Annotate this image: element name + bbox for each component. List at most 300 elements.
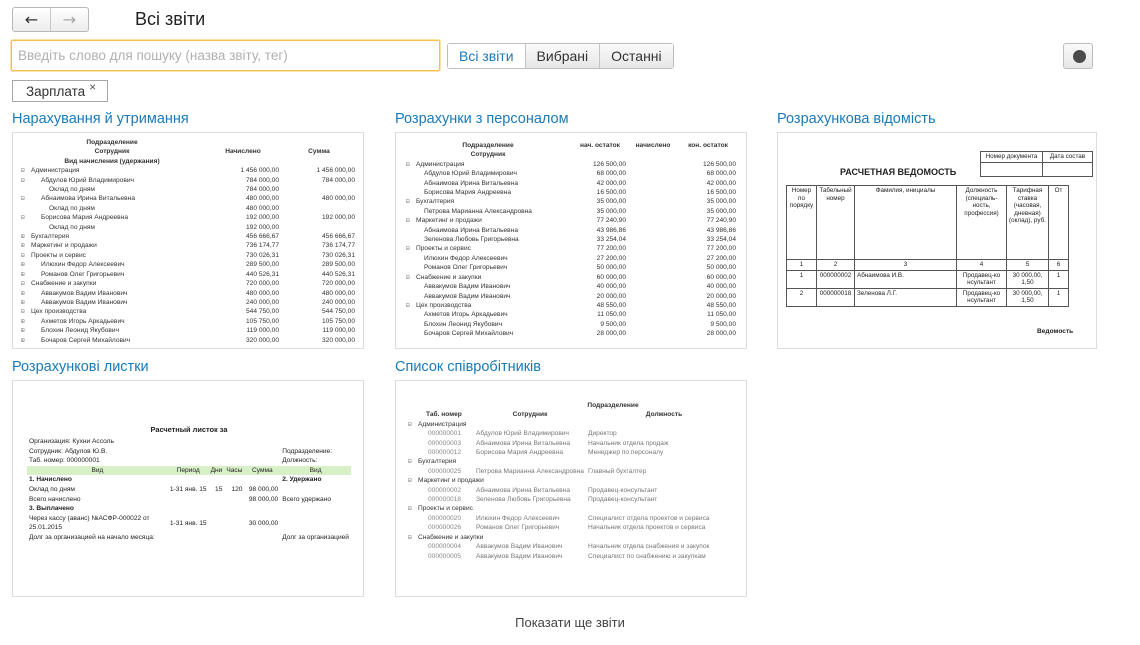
row-sum: 240 000,00 <box>321 298 355 306</box>
row-accrued: 784 000,00 <box>245 186 279 194</box>
row-position: Начальник отдела проектов и сервиса <box>588 524 706 532</box>
payslip-debt-left: Долг за организацией на начало месяца: <box>29 533 155 541</box>
col-employee: Сотрудник <box>470 151 506 159</box>
table-row <box>404 160 738 169</box>
row-accrued: 480 000,00 <box>245 195 279 203</box>
row-label: Блохин Леонид Якубович <box>41 327 120 335</box>
row-label: Бухгалтерия <box>416 198 455 206</box>
row-start-balance: 33 254,04 <box>596 236 626 244</box>
row-start-balance: 77 200,00 <box>596 245 626 253</box>
row-start-balance: 35 000,00 <box>596 198 626 206</box>
tree-toggle-icon: ⊟ <box>406 273 410 281</box>
show-more-reports-link[interactable]: Показати ще звіти <box>515 615 625 630</box>
statement-col-number: 6 <box>1049 260 1069 271</box>
table-row <box>406 476 742 485</box>
table-row <box>19 307 357 316</box>
table-row <box>19 176 357 185</box>
row-position: Главный бухгалтер <box>588 467 647 475</box>
col-position: Должность <box>645 411 683 419</box>
statement-cell: 1 <box>1049 270 1069 288</box>
row-tab-number: 000000018 <box>428 496 462 504</box>
row-start-balance: 68 000,00 <box>596 170 626 178</box>
row-sum: 440 526,31 <box>321 270 355 278</box>
table-row <box>404 188 738 197</box>
row-sum: 456 666,67 <box>321 233 355 241</box>
statement-cell: 30 000,00, 1,50 <box>1007 270 1049 288</box>
row-accrued: 480 000,00 <box>245 289 279 297</box>
row-end-balance: 42 000,00 <box>706 179 736 187</box>
row-start-balance: 43 986,86 <box>596 226 626 234</box>
row-start-balance: 16 500,00 <box>596 189 626 197</box>
table-row <box>404 216 738 225</box>
statement-table <box>786 185 1069 307</box>
tree-toggle-icon <box>404 282 414 291</box>
tree-toggle-icon <box>404 188 414 197</box>
row-end-balance: 11 050,00 <box>707 311 736 319</box>
table-row <box>404 244 738 253</box>
table-row <box>406 429 742 438</box>
row-position: Директор <box>588 430 617 438</box>
table-row <box>19 260 357 269</box>
payslip-tab: Таб. номер: 000000001 <box>29 457 100 465</box>
table-row <box>404 273 738 282</box>
row-end-balance: 126 500,00 <box>702 160 736 168</box>
report-filter-tabs <box>447 43 674 69</box>
payslip-paid-sum: 30 000,00 <box>248 519 279 527</box>
tab-favorites[interactable]: Вибрані <box>525 44 600 68</box>
tree-toggle-icon: ⊟ <box>21 308 25 316</box>
col-accrued: Начислено <box>225 148 261 156</box>
row-label: Оклад по дням <box>49 186 95 194</box>
payslip-cell: 98 000,00 <box>248 485 279 493</box>
tree-toggle-icon: ⊟ <box>406 301 410 309</box>
row-end-balance: 16 500,00 <box>706 189 736 197</box>
row-accrued: 240 000,00 <box>245 298 279 306</box>
tree-toggle-icon: ⊟ <box>21 251 25 259</box>
statement-cell: 000000018 <box>817 288 855 306</box>
row-employee: Абнаимова Ирина Витальевна <box>476 486 570 494</box>
tree-toggle-icon <box>404 292 414 301</box>
col-tab-number: Таб. номер <box>426 411 462 419</box>
row-end-balance: 48 550,00 <box>706 301 736 309</box>
table-row <box>19 204 357 213</box>
col-group: Подразделение <box>86 139 138 146</box>
table-row <box>19 185 357 194</box>
row-sum <box>281 185 357 194</box>
report-title-statement[interactable]: Розрахункова відомість <box>777 111 936 127</box>
row-end-balance: 40 000,00 <box>706 283 736 291</box>
payslip-cell: Оклад по дням <box>29 485 75 493</box>
settlements-preview <box>404 141 738 339</box>
row-start-balance: 27 200,00 <box>596 254 626 262</box>
row-label: Маркетинг и продажи <box>31 242 97 250</box>
row-accrued: 192 000,00 <box>245 223 279 231</box>
payslip-col-header: Сумма <box>244 466 280 476</box>
tree-toggle-icon <box>19 204 29 213</box>
statement-cell: 2 <box>787 288 817 306</box>
search-input[interactable] <box>11 40 440 71</box>
row-label: Абдулов Юрий Владимирович <box>41 176 134 184</box>
table-row <box>404 301 738 310</box>
row-position: Менеджер по персоналу <box>588 449 664 457</box>
tree-toggle-icon: ⊟ <box>406 245 410 253</box>
table-row <box>19 241 357 250</box>
row-end-balance: 28 000,00 <box>706 330 736 338</box>
row-label: Абдулов Юрий Владимирович <box>424 170 517 178</box>
col-employee: Сотрудник <box>512 411 548 419</box>
payslip-col-header: Вид <box>27 466 168 476</box>
payslip-col-header: Часы <box>226 466 243 474</box>
table-row <box>19 336 357 345</box>
table-row <box>404 179 738 188</box>
row-sum: 736 174,77 <box>321 242 355 250</box>
row-label: Борисова Мария Андреевна <box>41 214 128 222</box>
table-row <box>404 320 738 329</box>
table-row <box>406 486 742 495</box>
row-employee: Борисова Мария Андреевна <box>476 449 563 457</box>
row-start-balance: 50 000,00 <box>596 264 626 272</box>
tree-toggle-icon[interactable]: ⊟ <box>408 458 412 466</box>
report-thumbnail-accruals[interactable] <box>12 132 364 349</box>
payslip-col-header: Период <box>168 466 209 476</box>
row-start-balance: 48 550,00 <box>596 301 626 309</box>
row-tab-number: 000000003 <box>428 439 462 447</box>
table-row <box>406 542 742 551</box>
table-row <box>406 533 742 542</box>
payslip-cell: 15 <box>215 485 223 493</box>
row-label: Ахметов Игорь Аркадьевич <box>41 317 125 325</box>
row-position: Продавец-консультант <box>588 496 658 504</box>
toggle-dot-icon <box>1073 50 1086 63</box>
tree-toggle-icon: ⊟ <box>406 217 410 225</box>
group-label: Бухгалтерия <box>418 458 457 466</box>
table-row <box>19 317 357 326</box>
row-label: Администрация <box>31 167 80 175</box>
report-title-employees[interactable]: Список співробітників <box>395 359 541 375</box>
row-tab-number: 000000025 <box>428 467 462 475</box>
payslip-section-withheld: 2. Удержано <box>282 476 322 484</box>
table-row <box>19 251 357 260</box>
table-row <box>19 289 357 298</box>
table-row <box>19 194 357 203</box>
tree-toggle-icon: ⊟ <box>21 167 25 175</box>
row-label: Абнаимова Ирина Витальевна <box>424 179 518 187</box>
report-title-accruals[interactable]: Нарахування й утримання <box>12 111 189 127</box>
tag-filter-salary[interactable] <box>12 80 108 102</box>
row-sum: 105 750,00 <box>321 317 355 325</box>
tree-toggle-icon: ⊟ <box>406 160 410 168</box>
row-start-balance: 126 500,00 <box>592 160 626 168</box>
table-row <box>404 226 738 235</box>
row-label: Бухгалтерия <box>31 233 70 241</box>
row-tab-number: 000000005 <box>428 552 462 560</box>
row-sum: 289 500,00 <box>321 261 355 269</box>
tree-toggle-icon[interactable]: ⊟ <box>408 505 412 513</box>
employees-rows <box>406 420 742 561</box>
row-end-balance: 20 000,00 <box>706 292 736 300</box>
statement-col-header: Тарифная ставка (часовая, дневная) (оклад), руб. <box>1007 186 1049 260</box>
tag-label: Зарплата <box>26 83 86 99</box>
table-row <box>404 197 738 206</box>
table-row <box>406 420 742 429</box>
row-label: Петрова Марианна Александровна <box>424 207 532 215</box>
view-toggle-button[interactable] <box>1063 43 1093 69</box>
row-end-balance: 9 500,00 <box>710 320 736 328</box>
row-label: Проекты и сервис <box>31 251 86 259</box>
row-sum <box>281 223 357 232</box>
row-accrued: 119 000,00 <box>246 327 279 335</box>
row-employee: Абдулов Юрий Владимирович <box>476 430 569 438</box>
row-label: Аввакумов Вадим Иванович <box>424 292 511 300</box>
payslip-section-paid: 3. Выплачено <box>29 505 74 513</box>
row-tab-number: 000000020 <box>428 514 462 522</box>
statement-heading: РАСЧЕТНАЯ ВЕДОМОСТЬ <box>840 167 957 177</box>
statement-col-number: 5 <box>1007 260 1049 271</box>
tree-toggle-icon[interactable]: ⊟ <box>408 477 412 485</box>
statement-doc-header <box>980 151 1093 177</box>
row-position: Продавец-консультант <box>588 486 658 494</box>
table-row <box>19 270 357 279</box>
row-label: Абнаимова Ирина Витальевна <box>424 226 518 234</box>
report-thumbnail-employees[interactable] <box>395 380 747 597</box>
table-row <box>404 263 738 272</box>
row-employee: Абнаимова Ирина Витальевна <box>476 439 570 447</box>
payslip-dept: Подразделение: <box>282 447 333 455</box>
tree-toggle-icon: ⊞ <box>21 298 25 306</box>
tab-recent[interactable]: Останні <box>599 44 673 68</box>
row-sum <box>281 204 357 213</box>
report-thumbnail-settlements[interactable] <box>395 132 747 349</box>
forward-arrow-icon[interactable]: → <box>62 9 77 29</box>
remove-tag-icon[interactable]: × <box>89 80 97 94</box>
row-accrued: 736 174,77 <box>245 242 279 250</box>
col-employee: Сотрудник <box>94 148 130 156</box>
row-label: Зеленова Любовь Григорьевна <box>424 236 519 244</box>
table-row <box>406 495 742 504</box>
row-employee: Романов Олег Григорьевич <box>476 524 560 532</box>
group-label: Администрация <box>418 420 467 428</box>
row-accrued: 1 456 000,00 <box>240 167 279 175</box>
statement-cell: 1 <box>787 270 817 288</box>
row-start-balance: 28 000,00 <box>596 330 626 338</box>
table-row <box>406 457 742 466</box>
tree-toggle-icon <box>19 185 29 194</box>
payslip-debt-right: Долг за организацией <box>282 533 349 541</box>
report-title-settlements[interactable]: Розрахунки з персоналом <box>395 111 569 127</box>
tree-toggle-icon[interactable]: ⊟ <box>408 420 412 428</box>
row-start-balance: 35 000,00 <box>596 207 626 215</box>
row-sum: 320 000,00 <box>321 336 355 344</box>
row-accrued: 320 000,00 <box>245 336 279 344</box>
statement-cell: 30 000,00, 1,50 <box>1007 288 1049 306</box>
payslip-preview <box>27 437 351 543</box>
tree-toggle-icon: ⊞ <box>21 289 25 297</box>
settlements-rows <box>404 160 738 339</box>
row-start-balance: 11 050,00 <box>597 311 626 319</box>
tree-toggle-icon <box>404 254 414 263</box>
tree-toggle-icon: ⊞ <box>21 242 25 250</box>
row-tab-number: 000000002 <box>428 486 462 494</box>
tree-toggle-icon: ⊞ <box>21 233 25 241</box>
row-start-balance: 20 000,00 <box>596 292 626 300</box>
payslip-paid-period: 1-31 янв. 15 <box>169 519 207 527</box>
row-accrued: 105 750,00 <box>245 317 279 325</box>
row-end-balance: 50 000,00 <box>706 264 736 272</box>
row-label: Илюхин Федор Алексеевич <box>424 254 508 262</box>
row-tab-number: 000000026 <box>428 524 462 532</box>
col-accrued: начислено <box>635 142 671 149</box>
row-end-balance: 35 000,00 <box>706 207 736 215</box>
tree-toggle-icon: ⊞ <box>21 327 25 335</box>
statement-cell: 1 <box>1049 288 1069 306</box>
statement-col-header: От <box>1049 186 1069 260</box>
row-end-balance: 77 200,00 <box>706 245 736 253</box>
row-end-balance: 68 000,00 <box>706 170 736 178</box>
row-label: Администрация <box>416 160 465 168</box>
col-group: Подразделение <box>462 142 514 149</box>
row-start-balance: 40 000,00 <box>596 283 626 291</box>
col-kind: Вид начисления (удержания) <box>64 157 160 165</box>
col-start-balance: нач. остаток <box>580 142 620 149</box>
table-row <box>404 235 738 244</box>
row-label: Аввакумов Вадим Иванович <box>41 289 128 297</box>
tree-toggle-icon <box>404 329 414 338</box>
table-row <box>406 523 742 532</box>
tree-toggle-icon <box>404 207 414 216</box>
history-nav <box>12 7 89 32</box>
table-row <box>404 329 738 338</box>
row-label: Оклад по дням <box>49 223 95 231</box>
statement-cell: 000000002 <box>817 270 855 288</box>
row-accrued: 784 000,00 <box>245 176 279 184</box>
tree-toggle-icon: ⊞ <box>21 261 25 269</box>
row-label: Цех производства <box>416 301 472 309</box>
row-accrued: 192 000,00 <box>245 214 279 222</box>
row-label: Абнаимова Ирина Витальевна <box>41 195 135 203</box>
table-row <box>404 282 738 291</box>
row-start-balance: 77 240,90 <box>596 217 626 225</box>
row-start-balance: 60 000,00 <box>596 273 626 281</box>
row-end-balance: 77 240,90 <box>706 217 736 225</box>
group-label: Маркетинг и продажи <box>418 477 484 485</box>
table-row <box>19 326 357 335</box>
row-label: Блохин Леонид Якубович <box>424 320 503 328</box>
employees-preview <box>406 401 742 561</box>
payslip-total-withheld-label: Всего удержано <box>282 495 332 503</box>
table-row <box>406 514 742 523</box>
tree-toggle-icon[interactable]: ⊟ <box>408 533 412 541</box>
table-row <box>404 169 738 178</box>
statement-col-header: Табельный номер <box>817 186 855 260</box>
doc-number-label: Номер документа <box>981 152 1043 163</box>
statement-col-number: 1 <box>787 260 817 271</box>
row-employee: Петрова Марианна Александровна <box>476 467 584 475</box>
payslip-section-accrued: 1. Начислено <box>29 476 72 484</box>
row-tab-number: 000000012 <box>428 449 462 457</box>
row-employee: Аввакумов Вадим Иванович <box>476 543 563 551</box>
row-sum: 480 000,00 <box>321 289 355 297</box>
row-label: Аввакумов Вадим Иванович <box>41 298 128 306</box>
tree-toggle-icon <box>404 179 414 188</box>
report-thumbnail-statement[interactable] <box>777 132 1097 349</box>
table-row <box>787 288 1069 306</box>
tab-all-reports[interactable]: Всі звіти <box>448 44 525 68</box>
statement-cell: Продавец-ко нсультант <box>957 288 1007 306</box>
payslip-employee: Сотрудник: Абдулов Ю.В. <box>29 447 108 455</box>
row-label: Бочаров Сергей Михайлович <box>41 336 131 344</box>
payslip-total-accrued-label: Всего начислено <box>29 495 81 503</box>
row-end-balance: 35 000,00 <box>706 198 736 206</box>
row-accrued: 289 500,00 <box>245 261 279 269</box>
report-thumbnail-payslips[interactable] <box>12 380 364 597</box>
accruals-rows <box>19 166 357 345</box>
row-label: Илюхин Федор Алексеевич <box>41 261 125 269</box>
table-row <box>404 254 738 263</box>
tree-toggle-icon <box>404 169 414 178</box>
row-sum: 784 000,00 <box>321 176 355 184</box>
accruals-preview <box>19 138 357 345</box>
row-sum: 730 026,31 <box>321 251 355 259</box>
row-label: Ахметов Игорь Аркадьевич <box>424 311 508 319</box>
tree-toggle-icon: ⊟ <box>21 195 25 203</box>
tree-toggle-icon <box>19 223 29 232</box>
row-label: Бочаров Сергей Михайлович <box>424 330 514 338</box>
tree-toggle-icon <box>404 226 414 235</box>
table-row <box>404 292 738 301</box>
table-row <box>406 467 742 476</box>
table-row <box>19 232 357 241</box>
statement-footer: Ведомость <box>1037 328 1074 335</box>
row-label: Снабжение и закупки <box>31 280 97 288</box>
statement-cell: Зеленова Л.Г. <box>855 288 957 306</box>
back-arrow-icon[interactable]: ← <box>13 8 51 31</box>
tree-toggle-icon <box>404 320 414 329</box>
row-employee: Илюхин Федор Алексеевич <box>476 514 560 522</box>
table-row <box>19 166 357 175</box>
table-row <box>404 207 738 216</box>
row-accrued: 720 000,00 <box>245 280 279 288</box>
report-title-payslips[interactable]: Розрахункові листки <box>12 359 149 375</box>
table-row <box>787 270 1069 288</box>
row-label: Снабжение и закупки <box>416 273 482 281</box>
group-label: Снабжение и закупки <box>418 533 484 541</box>
tree-toggle-icon: ⊞ <box>21 336 25 344</box>
payslip-cell: 1-31 янв. 15 <box>169 485 207 493</box>
tree-toggle-icon: ⊞ <box>21 317 25 325</box>
row-sum: 119 000,00 <box>322 327 355 335</box>
row-position: Начальник отдела снабжения и закупок <box>588 543 710 551</box>
table-row <box>19 279 357 288</box>
statement-col-number: 2 <box>817 260 855 271</box>
tree-toggle-icon: ⊟ <box>21 176 25 184</box>
group-label: Проекты и сервис <box>418 505 473 513</box>
tree-toggle-icon: ⊟ <box>21 280 25 288</box>
row-label: Оклад по дням <box>49 204 95 212</box>
row-position: Специалист по снабжению и закупкам <box>588 552 706 560</box>
tree-toggle-icon <box>404 310 414 319</box>
tree-toggle-icon <box>404 263 414 272</box>
table-row <box>406 552 742 561</box>
row-label: Романов Олег Григорьевич <box>41 270 125 278</box>
row-accrued: 544 750,00 <box>245 308 279 316</box>
row-employee: Аввакумов Вадим Иванович <box>476 552 563 560</box>
table-row <box>404 310 738 319</box>
row-employee: Зеленова Любовь Григорьевна <box>476 496 571 504</box>
row-accrued: 456 666,67 <box>245 233 279 241</box>
row-label: Борисова Мария Андреевна <box>424 189 511 197</box>
col-group: Подразделение <box>587 402 639 409</box>
row-accrued: 440 526,31 <box>245 270 279 278</box>
